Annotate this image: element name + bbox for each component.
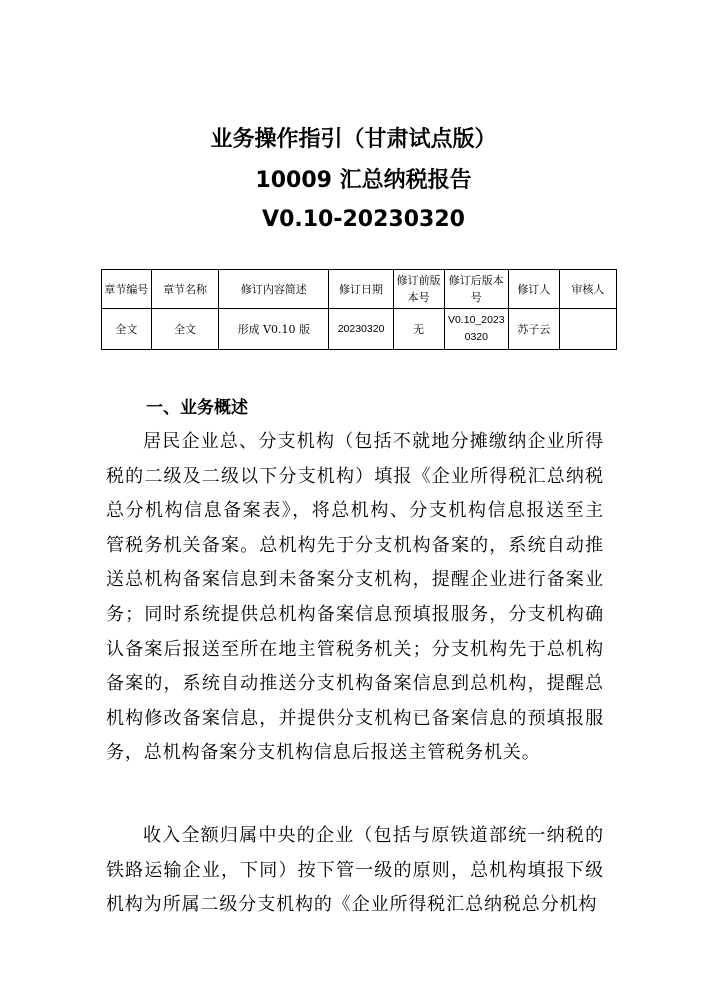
revision-table-header-row <box>102 270 617 309</box>
header-reviewer: 审核人 <box>559 270 616 309</box>
doc-title-line1: 业务操作指引（甘肃试点版） <box>210 127 497 152</box>
doc-title-line2: 10009 汇总纳税报告 <box>255 168 472 193</box>
header-summary: 修订内容简述 <box>219 270 329 309</box>
header-version-after: 修订后版本号 <box>444 270 508 309</box>
cell-chapter-no: 全文 <box>102 309 152 350</box>
section-heading: 一、业务概述 <box>146 398 248 418</box>
cell-reviewer <box>559 309 616 350</box>
cell-summary: 形成 V0.10 版 <box>219 309 329 350</box>
paragraph: 收入全额归属中央的企业（包括与原铁道部统一纳税的铁路运输企业，下同）按下管一级的原则，总机构填报下级机构为所属二级分支机构的《企业所得税汇总纳税总分机构 <box>106 825 604 916</box>
header-chapter-name: 章节名称 <box>151 270 218 309</box>
header-reviser: 修订人 <box>508 270 559 309</box>
revision-table <box>101 269 617 350</box>
table-row <box>102 309 617 350</box>
cell-version-after: V0.10_20230320 <box>444 309 508 350</box>
cell-chapter-name: 全文 <box>151 309 218 350</box>
cell-version-before: 无 <box>393 309 444 350</box>
doc-title-line3: V0.10-20230320 <box>262 207 465 232</box>
paragraph: 居民企业总、分支机构（包括不就地分摊缴纳企业所得税的二级及二级以下分支机构）填报《企业所得税汇总纳税总分机构信息备案表》，将总机构、分支机构信息报送至主管税务机关备案。总机构先于分支机构备案的，系统自动推送总机构备案信息到未备案分支机构，提醒企业进行备案业务；同时系统提供总机构备案信息预填报服务，分支机构确认备案后报送至所在地主管税务机关；分支机构先于总机构备案的，系统自动推送分支机构备案信息到总机构，提醒总机构修改备案信息，并提供分支机构已备案信息的预填报服务，总机构备案分支机构信息后报送主管税务机关。 <box>106 431 604 764</box>
header-date: 修订日期 <box>329 270 393 309</box>
cell-reviser: 苏子云 <box>508 309 559 350</box>
header-version-before: 修订前版本号 <box>393 270 444 309</box>
cell-date: 20230320 <box>329 309 393 350</box>
header-chapter-no: 章节编号 <box>102 270 152 309</box>
